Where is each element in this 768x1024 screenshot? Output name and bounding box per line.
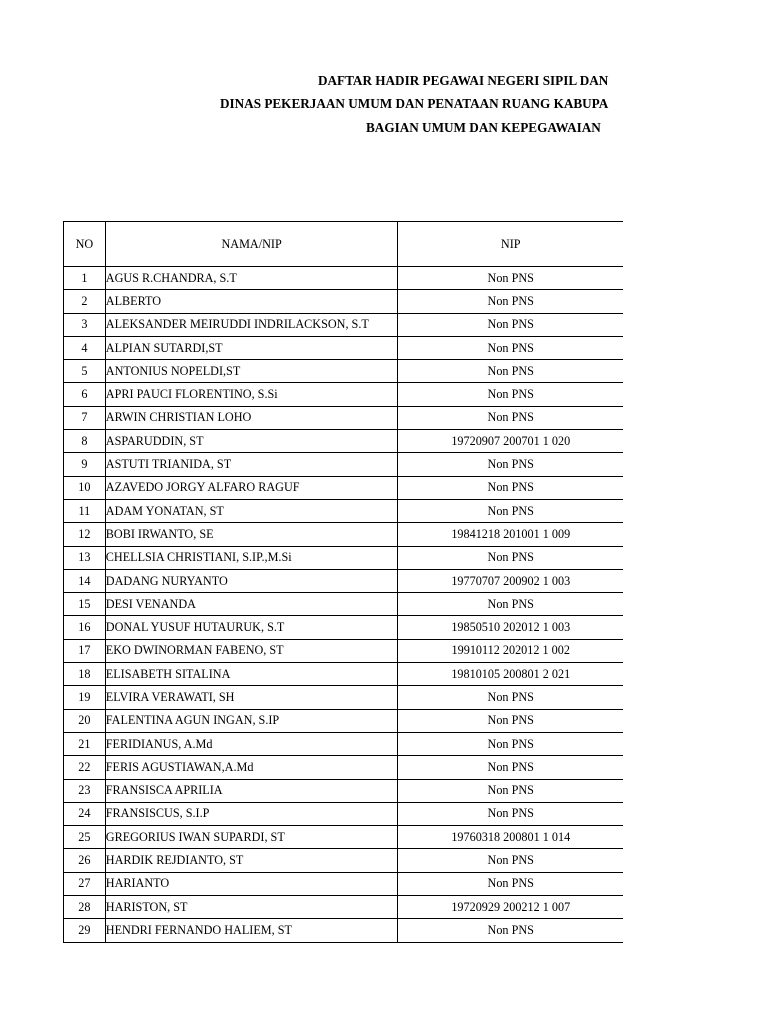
employee-name: FALENTINA AGUN INGAN, S.IP xyxy=(105,709,398,732)
row-number: 19 xyxy=(64,686,106,709)
table-row xyxy=(64,639,624,662)
attendance-table xyxy=(63,221,623,943)
employee-name: DADANG NURYANTO xyxy=(105,569,398,592)
employee-nip: Non PNS xyxy=(398,919,623,942)
employee-name: ELVIRA VERAWATI, SH xyxy=(105,686,398,709)
employee-nip: Non PNS xyxy=(398,383,623,406)
employee-name: FERIS AGUSTIAWAN,A.Md xyxy=(105,756,398,779)
employee-name: FRANSISCA APRILIA xyxy=(105,779,398,802)
employee-nip: 19850510 202012 1 003 xyxy=(398,616,623,639)
table-row xyxy=(64,756,624,779)
row-number: 8 xyxy=(64,430,106,453)
table-row xyxy=(64,663,624,686)
row-number: 10 xyxy=(64,476,106,499)
table-row xyxy=(64,523,624,546)
employee-name: DESI VENANDA xyxy=(105,593,398,616)
employee-nip: Non PNS xyxy=(398,546,623,569)
row-number: 27 xyxy=(64,872,106,895)
row-number: 24 xyxy=(64,802,106,825)
table-row xyxy=(64,919,624,942)
employee-name: EKO DWINORMAN FABENO, ST xyxy=(105,639,398,662)
table-row xyxy=(64,313,624,336)
employee-name: APRI PAUCI FLORENTINO, S.Si xyxy=(105,383,398,406)
employee-nip: 19720929 200212 1 007 xyxy=(398,896,623,919)
employee-name: ALEKSANDER MEIRUDDI INDRILACKSON, S.T xyxy=(105,313,398,336)
row-number: 4 xyxy=(64,336,106,359)
employee-name: HENDRI FERNANDO HALIEM, ST xyxy=(105,919,398,942)
table-header-row xyxy=(64,222,624,267)
employee-nip: Non PNS xyxy=(398,849,623,872)
row-number: 23 xyxy=(64,779,106,802)
employee-name: ARWIN CHRISTIAN LOHO xyxy=(105,406,398,429)
employee-name: FRANSISCUS, S.I.P xyxy=(105,802,398,825)
table-row xyxy=(64,593,624,616)
column-header-no: NO xyxy=(64,222,106,267)
row-number: 21 xyxy=(64,732,106,755)
employee-name: GREGORIUS IWAN SUPARDI, ST xyxy=(105,826,398,849)
table-row xyxy=(64,383,624,406)
employee-nip: Non PNS xyxy=(398,336,623,359)
column-header-name: NAMA/NIP xyxy=(105,222,398,267)
employee-name: ANTONIUS NOPELDI,ST xyxy=(105,360,398,383)
employee-nip: Non PNS xyxy=(398,476,623,499)
employee-nip: Non PNS xyxy=(398,686,623,709)
employee-nip: Non PNS xyxy=(398,499,623,522)
employee-nip: 19910112 202012 1 002 xyxy=(398,639,623,662)
employee-name: HARIANTO xyxy=(105,872,398,895)
employee-nip: Non PNS xyxy=(398,872,623,895)
table-row xyxy=(64,896,624,919)
employee-nip: Non PNS xyxy=(398,453,623,476)
table-row xyxy=(64,779,624,802)
employee-nip: Non PNS xyxy=(398,290,623,313)
employee-nip: Non PNS xyxy=(398,756,623,779)
row-number: 25 xyxy=(64,826,106,849)
table-row xyxy=(64,546,624,569)
agency-name: DINAS PEKERJAAN UMUM DAN PENATAAN RUANG KABUPA xyxy=(220,96,609,111)
row-number: 28 xyxy=(64,896,106,919)
table-row xyxy=(64,406,624,429)
employee-name: AGUS R.CHANDRA, S.T xyxy=(105,267,398,290)
employee-nip: Non PNS xyxy=(398,709,623,732)
employee-name: ASPARUDDIN, ST xyxy=(105,430,398,453)
employee-nip: Non PNS xyxy=(398,593,623,616)
table-row xyxy=(64,849,624,872)
employee-nip: 19760318 200801 1 014 xyxy=(398,826,623,849)
table-row xyxy=(64,686,624,709)
row-number: 5 xyxy=(64,360,106,383)
row-number: 6 xyxy=(64,383,106,406)
row-number: 1 xyxy=(64,267,106,290)
employee-name: ADAM YONATAN, ST xyxy=(105,499,398,522)
employee-name: HARDIK REJDIANTO, ST xyxy=(105,849,398,872)
row-number: 16 xyxy=(64,616,106,639)
employee-nip: 19841218 201001 1 009 xyxy=(398,523,623,546)
table-row xyxy=(64,267,624,290)
table-row xyxy=(64,826,624,849)
employee-nip: 19810105 200801 2 021 xyxy=(398,663,623,686)
employee-nip: Non PNS xyxy=(398,313,623,336)
table-row xyxy=(64,732,624,755)
employee-nip: Non PNS xyxy=(398,360,623,383)
employee-nip: Non PNS xyxy=(398,267,623,290)
row-number: 15 xyxy=(64,593,106,616)
row-number: 13 xyxy=(64,546,106,569)
employee-name: HARISTON, ST xyxy=(105,896,398,919)
employee-nip: 19720907 200701 1 020 xyxy=(398,430,623,453)
employee-nip: Non PNS xyxy=(398,779,623,802)
employee-name: ALBERTO xyxy=(105,290,398,313)
table-row xyxy=(64,872,624,895)
employee-name: DONAL YUSUF HUTAURUK, S.T xyxy=(105,616,398,639)
row-number: 2 xyxy=(64,290,106,313)
table-row xyxy=(64,569,624,592)
employee-name: BOBI IRWANTO, SE xyxy=(105,523,398,546)
row-number: 20 xyxy=(64,709,106,732)
row-number: 9 xyxy=(64,453,106,476)
employee-name: CHELLSIA CHRISTIANI, S.IP.,M.Si xyxy=(105,546,398,569)
employee-nip: 19770707 200902 1 003 xyxy=(398,569,623,592)
document-title: DAFTAR HADIR PEGAWAI NEGERI SIPIL DAN xyxy=(318,73,609,88)
row-number: 29 xyxy=(64,919,106,942)
table-row xyxy=(64,476,624,499)
employee-nip: Non PNS xyxy=(398,406,623,429)
employee-name: FERIDIANUS, A.Md xyxy=(105,732,398,755)
row-number: 14 xyxy=(64,569,106,592)
table-row xyxy=(64,290,624,313)
table-row xyxy=(64,709,624,732)
row-number: 12 xyxy=(64,523,106,546)
table-row xyxy=(64,616,624,639)
row-number: 7 xyxy=(64,406,106,429)
row-number: 17 xyxy=(64,639,106,662)
table-row xyxy=(64,453,624,476)
table-row xyxy=(64,802,624,825)
employee-name: ELISABETH SITALINA xyxy=(105,663,398,686)
employee-name: ALPIAN SUTARDI,ST xyxy=(105,336,398,359)
division-name: BAGIAN UMUM DAN KEPEGAWAIAN xyxy=(366,120,601,135)
row-number: 22 xyxy=(64,756,106,779)
table-row xyxy=(64,336,624,359)
row-number: 18 xyxy=(64,663,106,686)
table-row xyxy=(64,360,624,383)
row-number: 3 xyxy=(64,313,106,336)
employee-nip: Non PNS xyxy=(398,732,623,755)
table-row xyxy=(64,499,624,522)
employee-nip: Non PNS xyxy=(398,802,623,825)
column-header-nip: NIP xyxy=(398,222,623,267)
employee-name: AZAVEDO JORGY ALFARO RAGUF xyxy=(105,476,398,499)
employee-name: ASTUTI TRIANIDA, ST xyxy=(105,453,398,476)
table-row xyxy=(64,430,624,453)
table-body xyxy=(64,267,624,943)
row-number: 26 xyxy=(64,849,106,872)
row-number: 11 xyxy=(64,499,106,522)
